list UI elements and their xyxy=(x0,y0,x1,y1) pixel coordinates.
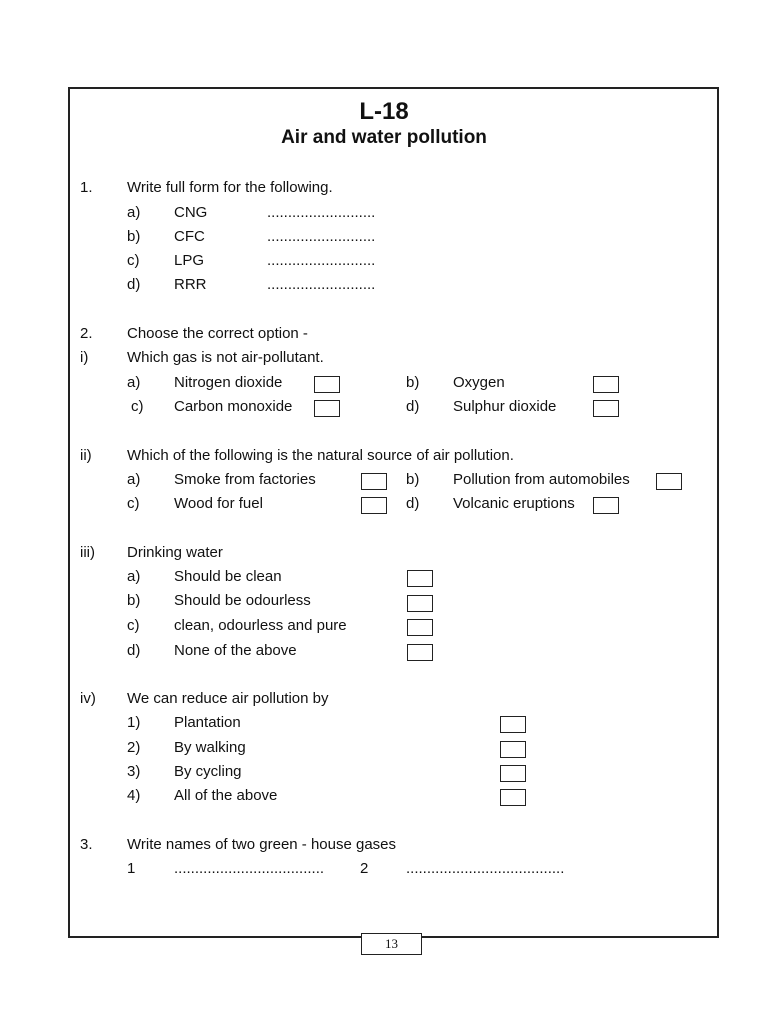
q2i-c-label: c) xyxy=(131,398,144,415)
q2iii-c-label: c) xyxy=(127,617,140,634)
q2iii-c-checkbox[interactable] xyxy=(407,619,433,636)
q2iii-a-checkbox[interactable] xyxy=(407,570,433,587)
q2iv-1-text: Plantation xyxy=(174,714,241,731)
q2iv-3-label: 3) xyxy=(127,763,141,780)
q2ii-a-label: a) xyxy=(127,471,141,488)
q3-answer2-label: 2 xyxy=(360,860,369,877)
q1-prompt: Write full form for the following. xyxy=(127,179,333,196)
q2iii-a-text: Should be clean xyxy=(174,568,282,585)
q3-answer1-label: 1 xyxy=(127,860,136,877)
q2-number: 2. xyxy=(80,325,93,342)
q1-d-term: RRR xyxy=(174,276,207,293)
q1-a-term: CNG xyxy=(174,204,208,221)
q2ii-b-text: Pollution from automobiles xyxy=(453,471,630,488)
q2iv-2-text: By walking xyxy=(174,739,246,756)
q2iv-question: We can reduce air pollution by xyxy=(127,690,329,707)
q2iv-1-checkbox[interactable] xyxy=(500,716,526,733)
q1-b-label: b) xyxy=(127,228,141,245)
q1-b-term: CFC xyxy=(174,228,205,245)
page-number: 13 xyxy=(361,933,422,955)
q2iii-number: iii) xyxy=(80,544,95,561)
q1-d-label: d) xyxy=(127,276,141,293)
q2i-a-label: a) xyxy=(127,374,141,391)
q2i-b-label: b) xyxy=(406,374,420,391)
q2ii-question: Which of the following is the natural source of air pollution. xyxy=(127,447,514,464)
q2ii-a-checkbox[interactable] xyxy=(361,473,387,490)
q2i-c-checkbox[interactable] xyxy=(314,400,340,417)
q2i-b-text: Oxygen xyxy=(453,374,505,391)
q1-number: 1. xyxy=(80,179,93,196)
q2iv-3-checkbox[interactable] xyxy=(500,765,526,782)
q2iv-3-text: By cycling xyxy=(174,763,242,780)
q1-a-label: a) xyxy=(127,204,141,221)
q1-a-blank[interactable]: .......................... xyxy=(267,204,376,221)
q2iii-a-label: a) xyxy=(127,568,141,585)
q2iii-b-label: b) xyxy=(127,592,141,609)
q2i-b-checkbox[interactable] xyxy=(593,376,619,393)
q2ii-a-text: Smoke from factories xyxy=(174,471,316,488)
q2iii-c-text: clean, odourless and pure xyxy=(174,617,347,634)
q2ii-c-checkbox[interactable] xyxy=(361,497,387,514)
page-border xyxy=(68,87,719,938)
q2i-c-text: Carbon monoxide xyxy=(174,398,293,415)
q3-answer1-blank[interactable]: .................................... xyxy=(174,860,325,877)
q2iii-b-text: Should be odourless xyxy=(174,592,311,609)
q3-answer2-blank[interactable]: ...................................... xyxy=(406,860,565,877)
q2iii-d-label: d) xyxy=(127,642,141,659)
q1-c-term: LPG xyxy=(174,252,205,269)
q2ii-c-label: c) xyxy=(127,495,140,512)
q2ii-number: ii) xyxy=(80,447,92,464)
q2ii-d-label: d) xyxy=(406,495,420,512)
q2iii-b-checkbox[interactable] xyxy=(407,595,433,612)
q2ii-b-label: b) xyxy=(406,471,420,488)
q2i-d-text: Sulphur dioxide xyxy=(453,398,557,415)
q2i-d-checkbox[interactable] xyxy=(593,400,619,417)
q2iii-d-checkbox[interactable] xyxy=(407,644,433,661)
lesson-number: L-18 xyxy=(359,98,409,125)
q2i-question: Which gas is not air-pollutant. xyxy=(127,349,324,366)
q1-c-label: c) xyxy=(127,252,140,269)
q2iv-number: iv) xyxy=(80,690,96,707)
q2-prompt: Choose the correct option - xyxy=(127,325,308,342)
q2i-number: i) xyxy=(80,349,89,366)
q2i-a-checkbox[interactable] xyxy=(314,376,340,393)
q1-b-blank[interactable]: .......................... xyxy=(267,228,376,245)
q2ii-c-text: Wood for fuel xyxy=(174,495,263,512)
q2ii-b-checkbox[interactable] xyxy=(656,473,682,490)
q1-d-blank[interactable]: .......................... xyxy=(267,276,376,293)
q2ii-d-text: Volcanic eruptions xyxy=(453,495,575,512)
q3-prompt: Write names of two green - house gases xyxy=(127,836,397,853)
q1-c-blank[interactable]: .......................... xyxy=(267,252,376,269)
q2iv-2-label: 2) xyxy=(127,739,141,756)
q2iv-4-checkbox[interactable] xyxy=(500,789,526,806)
q2iv-4-text: All of the above xyxy=(174,787,278,804)
q2ii-d-checkbox[interactable] xyxy=(593,497,619,514)
q2i-a-text: Nitrogen dioxide xyxy=(174,374,283,391)
q3-number: 3. xyxy=(80,836,93,853)
q2i-d-label: d) xyxy=(406,398,420,415)
q2iv-2-checkbox[interactable] xyxy=(500,741,526,758)
q2iii-d-text: None of the above xyxy=(174,642,297,659)
q2iv-1-label: 1) xyxy=(127,714,141,731)
page-title: Air and water pollution xyxy=(281,127,487,148)
q2iv-4-label: 4) xyxy=(127,787,141,804)
q2iii-question: Drinking water xyxy=(127,544,223,561)
